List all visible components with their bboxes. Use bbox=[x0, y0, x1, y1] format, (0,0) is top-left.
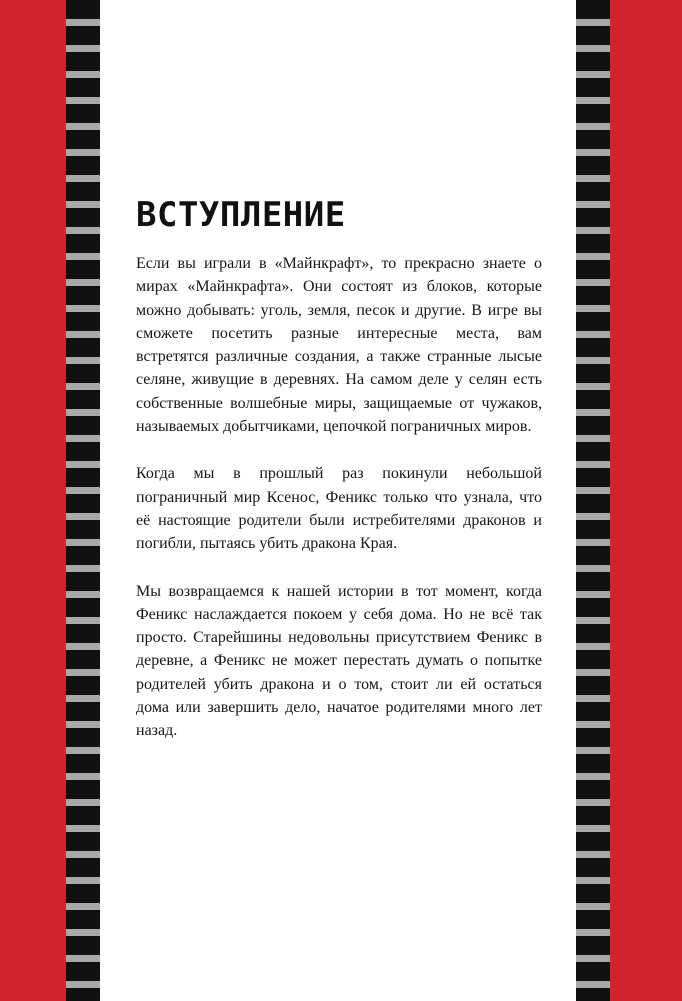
paragraph-3: Мы возвращаемся к нашей истории в тот момент, когда Феникс наслаждается покоем у себя дома. Но не всё так просто. Старейшины недовольны присутствием Феникс в деревне, а Феникс не может перестать думать о попытке родителей убить дракона и о том, стоит ли ей остаться дома или завершить дело, начатое родителями много лет назад. bbox=[136, 582, 542, 740]
left-red-border bbox=[0, 0, 66, 1001]
right-checker-border bbox=[576, 0, 610, 1001]
paragraph-2: Когда мы в прошлый раз покинули небольшой пограничный мир Ксенос, Феникс только что узнала, что её настоящие родители были истребителями драконов и погибли, пытаясь убить дракона Края. bbox=[136, 465, 542, 553]
left-checker-border bbox=[66, 0, 100, 1001]
right-red-border bbox=[610, 0, 682, 1001]
page-content bbox=[136, 196, 542, 816]
section-heading: ВСТУПЛЕНИЕ bbox=[136, 195, 346, 235]
paragraph-1: Если вы играли в «Майнкрафт», то прекрасно знаете о мирах «Майнкрафта». Они состоят из блоков, которые можно добывать: уголь, земля, песок и другие. В игре вы сможете посетить разные интересные места, вам встретятся различные создания, а также странные лысые селяне, живущие в деревнях. На самом деле у селян есть собственные волшебные миры, защищаемые от чужаков, называемых добытчиками, цепочкой пограничных миров. bbox=[136, 255, 542, 436]
